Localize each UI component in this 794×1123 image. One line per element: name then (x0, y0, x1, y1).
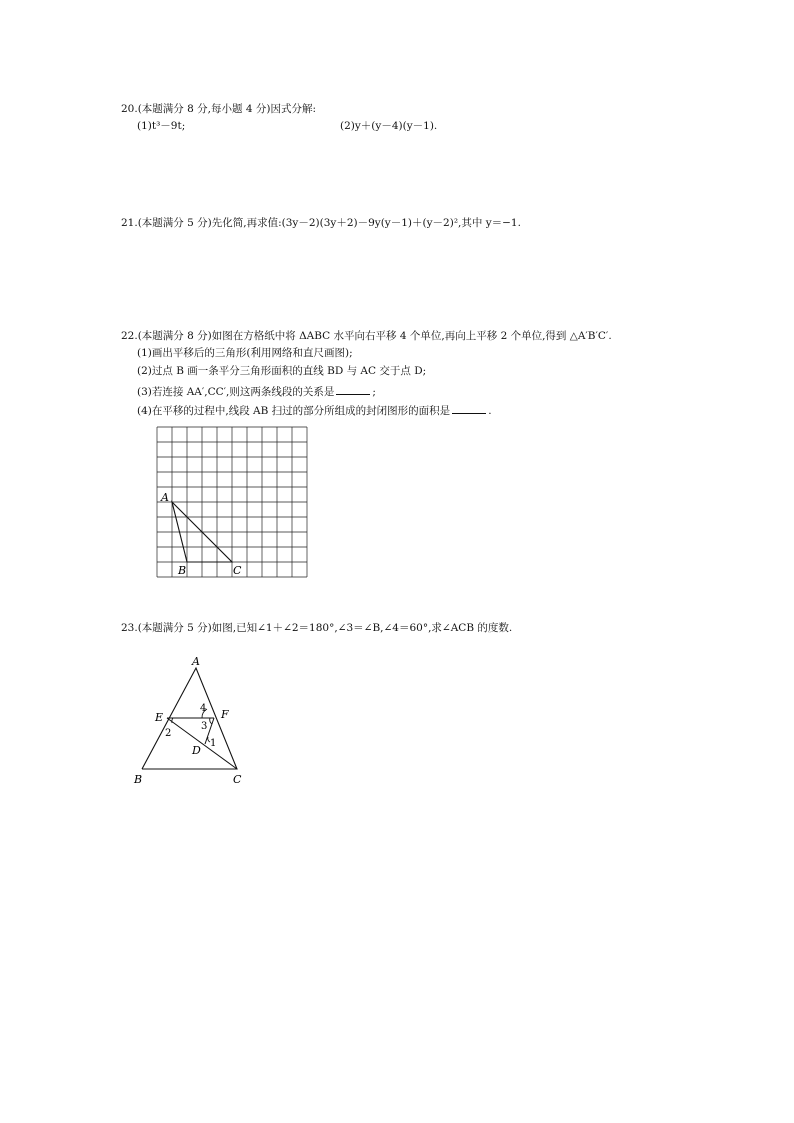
label-d: D (192, 744, 201, 757)
label-angle-4: 4 (200, 703, 207, 714)
label-angle-2: 2 (165, 728, 172, 739)
q22-grid-figure (150, 420, 320, 585)
q20-part2: (2)y＋(y－4)(y－1). (340, 120, 438, 132)
label-a: A (161, 491, 169, 504)
q22-item3-blank[interactable] (336, 384, 370, 395)
label-c: C (233, 773, 242, 786)
q22-item2: (2)过点 B 画一条平分三角形面积的直线 BD 与 AC 交于点 D; (137, 365, 427, 377)
q22-item4-text: (4)在平移的过程中,线段 AB 扫过的部分所组成的封闭图形的面积是 (137, 405, 451, 417)
label-e: E (155, 711, 164, 724)
angle-3-arc (210, 718, 212, 724)
q22-header: 22.(本题满分 8 分)如图在方格纸中将 ΔABC 水平向右平移 4 个单位,再向上平移 2 个单位,得到 △A′B′C′. (121, 330, 612, 342)
q22-item3-end: ; (372, 386, 376, 398)
q20-part1: (1)t³－9t; (137, 120, 186, 132)
q22-item1: (1)画出平移后的三角形(利用网络和直尺画图); (137, 347, 353, 359)
q20-header: 20.(本题满分 8 分,每小题 4 分)因式分解: (121, 103, 316, 115)
q22-item3 (137, 384, 376, 399)
grid-lines (157, 427, 307, 577)
label-b: B (178, 564, 187, 577)
label-angle-3: 3 (201, 721, 208, 732)
label-a: A (192, 655, 200, 668)
q22-item4 (137, 403, 492, 418)
label-f: F (221, 708, 229, 721)
q21-text: 21.(本题满分 5 分)先化简,再求值:(3y－2)(3y＋2)－9y(y－1)＋(y－2)²,其中 y＝−1. (121, 217, 521, 229)
label-c: C (233, 564, 242, 577)
q22-item3-text: (3)若连接 AA′,CC′,则这两条线段的关系是 (137, 386, 335, 398)
label-angle-1: 1 (210, 738, 217, 749)
label-b: B (134, 773, 143, 786)
q23-text: 23.(本题满分 5 分)如图,已知∠1＋∠2＝180°,∠3＝∠B,∠4＝60°,求∠ACB 的度数. (121, 622, 513, 634)
q22-item4-blank[interactable] (452, 403, 486, 414)
q23-triangle-figure (130, 650, 270, 790)
q22-item4-end: . (488, 405, 492, 417)
